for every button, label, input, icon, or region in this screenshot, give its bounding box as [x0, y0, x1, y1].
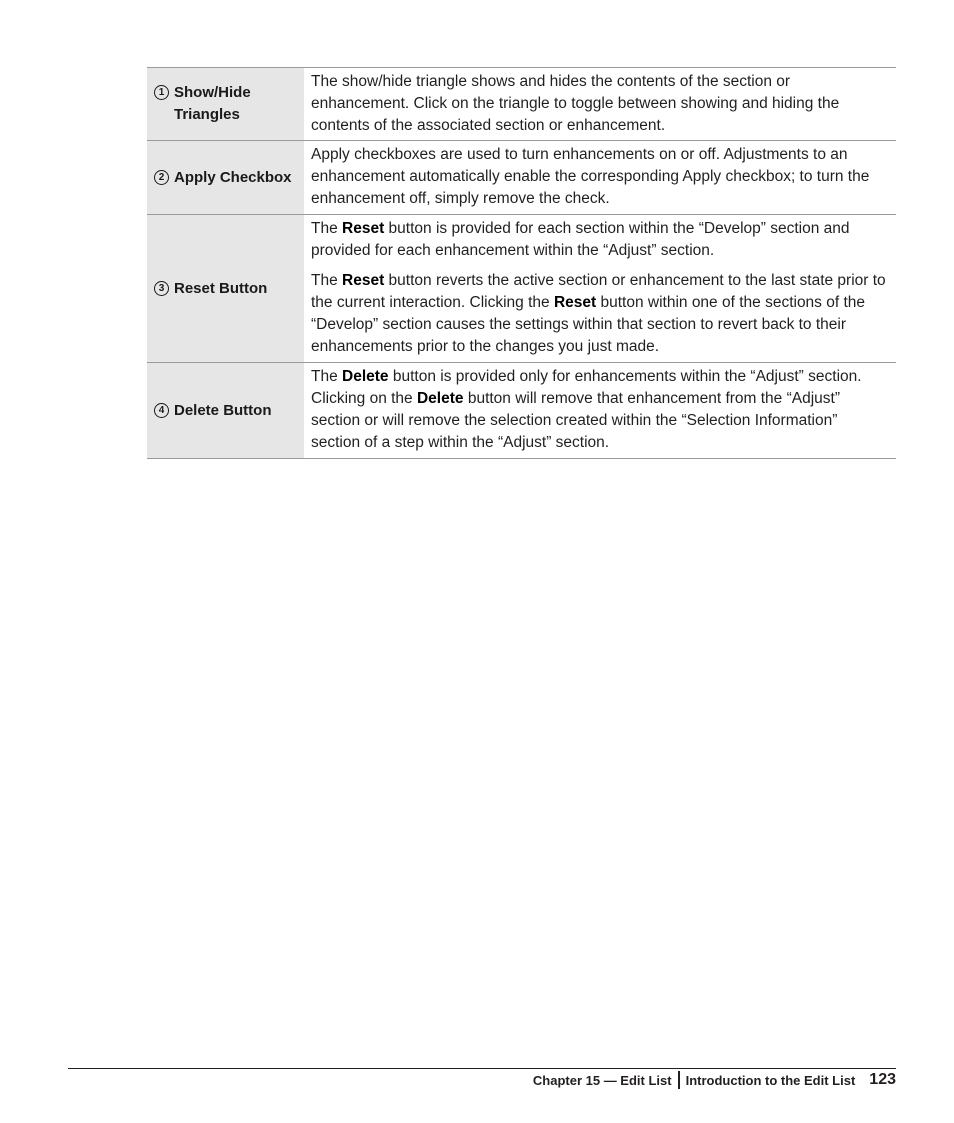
- page-number: 123: [869, 1071, 896, 1088]
- term-cell: [147, 363, 304, 458]
- term-label: Delete Button: [174, 401, 272, 419]
- table-row: [147, 363, 896, 459]
- term-cell: [147, 141, 304, 214]
- description-text: Apply checkboxes are used to turn enhancements on or off. Adjustments to an enhancement automatically enable the corresponding Apply checkbox; to turn the enhancement off, simply remove the check.: [311, 146, 870, 207]
- section-title: Introduction to the Edit List: [685, 1072, 856, 1088]
- delete-term: Delete: [342, 368, 389, 385]
- term-cell: [147, 68, 304, 140]
- reset-term: Reset: [342, 272, 385, 289]
- footer-separator: [678, 1071, 680, 1089]
- number-badge: 2: [154, 170, 169, 185]
- table-row: [147, 68, 896, 141]
- number-badge: 4: [154, 403, 169, 418]
- term-cell: [147, 215, 304, 362]
- description-text: The Reset button reverts the active section or enhancement to the last state prior to the current interaction. Clicking the Reset button within one of the sections of the “Develop” section causes the settings within that section to revert back to their enhancements prior to the changes you just made.: [311, 272, 886, 355]
- term-label: Reset Button: [174, 279, 268, 297]
- description-cell: [304, 215, 896, 362]
- reset-term: Reset: [553, 294, 597, 311]
- page-footer: [533, 1071, 896, 1089]
- description-cell: [304, 141, 896, 214]
- reset-term: Reset: [342, 220, 385, 237]
- number-badge: 3: [154, 281, 169, 296]
- term-label: Apply Checkbox: [174, 168, 292, 186]
- table-row: [147, 215, 896, 363]
- table-row: [147, 141, 896, 215]
- number-badge: 1: [154, 85, 169, 100]
- description-text: The Delete button is provided only for enhancements within the “Adjust” section. Clicking on the Delete button will remove that enhancement from the “Adjust” section or will remove the selection created within the “Selection Information” section of a step within the “Adjust” section.: [311, 368, 862, 451]
- reference-table: [147, 67, 896, 459]
- description-text: The Reset button is provided for each section within the “Develop” section and provided for each enhancement within the “Adjust” section.: [311, 220, 850, 259]
- footer-rule: [68, 1068, 896, 1069]
- description-text: The show/hide triangle shows and hides the contents of the section or enhancement. Click on the triangle to toggle between showing and hiding the contents of the associated section or enhancement.: [311, 73, 840, 134]
- chapter-title: Chapter 15 — Edit List: [532, 1072, 672, 1088]
- description-cell: [304, 363, 896, 458]
- description-cell: [304, 68, 896, 140]
- delete-term: Delete: [416, 390, 464, 407]
- term-label: Show/Hide Triangles: [174, 84, 251, 123]
